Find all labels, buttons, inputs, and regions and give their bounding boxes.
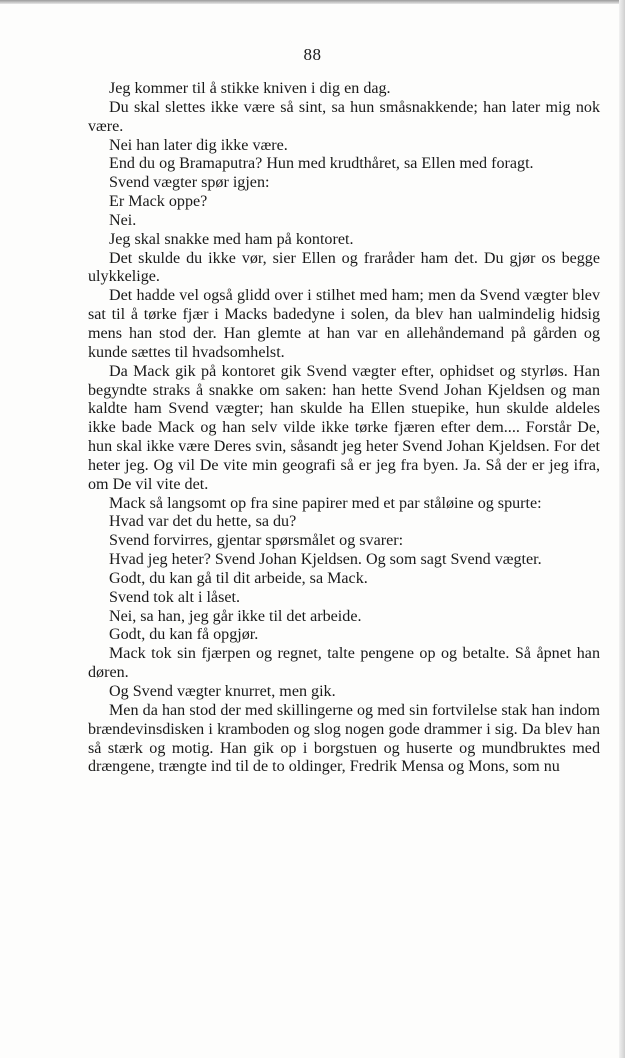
paragraph: Det skulde du ikke vør, sier Ellen og fraråder ham det. Du gjør os begge ulykkelige. <box>88 249 600 286</box>
page-number: 88 <box>303 45 322 64</box>
paragraph: End du og Bramaputra? Hun med krudthåret, sa Ellen med foragt. <box>109 155 534 173</box>
page-right-edge <box>619 0 625 1058</box>
paragraph: Det hadde vel også glidd over i stilhet med ham; men da Svend vægter blev sat til å tørke fjær i Macks badedyne i solen, da blev han ualmindelig hidsig mens han stod der. Han glemte at han var en allehåndemand på gården og kunde sættes til hvadsomhelst. <box>88 287 600 361</box>
paragraph: Svend tok alt i låset. <box>109 588 240 606</box>
paragraph: Da Mack gik på kontoret gik Svend vægter efter, ophidset og styrløs. Han begyndte straks å snakke om saken: han hette Svend Johan Kjeldsen og man kaldte ham Svend vægter; han skulde ha Ellen stuepike, hun skulde aldeles ikke bade Mack og han selv vilde ikke tørke fjæren efter dem.... Forstår De, hun skal ikke være Deres svin, såsandt jeg heter Svend Johan Kjeldsen. For det heter jeg. Og vil De vite min geografi så er jeg fra byen. Ja. Så der er jeg ifra, om De vil vite det. <box>88 362 600 493</box>
paragraph: Nei han later dig ikke være. <box>109 136 288 154</box>
paragraph: Hvad var det du hette, sa du? <box>109 513 297 531</box>
paragraph: Og Svend vægter knurret, men gik. <box>109 683 336 700</box>
body-text <box>88 80 600 777</box>
paragraph: Hvad jeg heter? Svend Johan Kjeldsen. Og som sagt Svend vægter. <box>109 551 542 569</box>
page-top-edge <box>0 0 625 4</box>
paragraph: Nei. <box>109 211 137 229</box>
paragraph: Mack tok sin fjærpen og regnet, talte pengene op og betalte. Så åpnet han døren. <box>88 645 600 682</box>
paragraph: Men da han stod der med skillingerne og med sin fortvilelse stak han indom brændevinsdisken i kramboden og slog nogen gode drammer i sig. Da blev han så stærk og motig. Han gik op i borgstuen og huserte og mundbruktes med drængene, trængte ind til de to oldinger, Fredrik Mensa og Mons, som nu <box>88 701 600 776</box>
paragraph: Mack så langsomt op fra sine papirer med et par ståløine og spurte: <box>109 494 542 512</box>
paragraph: Jeg kommer til å stikke kniven i dig en dag. <box>109 80 391 97</box>
paragraph: Er Mack oppe? <box>109 193 208 211</box>
paragraph: Svend forvirres, gjentar spørsmålet og svarer: <box>109 532 404 550</box>
paragraph: Svend vægter spør igjen: <box>109 174 270 192</box>
paragraph: Jeg skal snakke med ham på kontoret. <box>109 230 354 248</box>
paragraph: Godt, du kan gå til dit arbeide, sa Mack. <box>109 569 368 587</box>
paragraph: Godt, du kan få opgjør. <box>109 626 259 644</box>
paragraph: Nei, sa han, jeg går ikke til det arbeide. <box>109 607 362 625</box>
paragraph: Du skal slettes ikke være så sint, sa hun småsnakkende; han later mig nok være. <box>88 98 600 135</box>
